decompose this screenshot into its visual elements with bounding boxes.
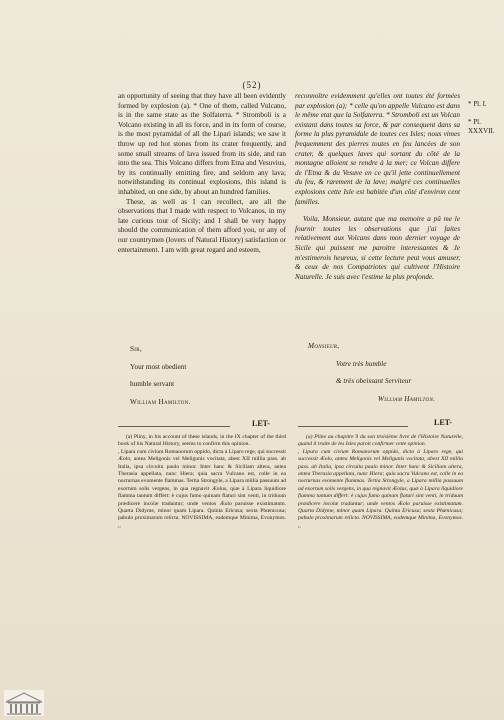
english-paragraph: an opportunity of seeing that they have all been evidently formed by explosion (a). * One of them, called Vulcano, is in the same state as the Solfaterra. * Stromboli is a Volcano existing in all its force, and in its form of course, is the most pyramidal of all the Lipari islands; we saw it throw up red hot stones from its crater frequently, and some small streams of lava issued from its side, and ran into the sea. This Volcano differs from Etna and Vesuvius, by its continually emitting fire, and seldom any lava; notwithstanding its continual explosions, this island is inhabited, on one side, by about an hundred families. <box>118 92 286 196</box>
catchword: LET- <box>434 418 452 427</box>
english-closing <box>130 345 280 415</box>
closing-line: & très obeissant Serviteur <box>336 377 412 386</box>
french-column <box>295 92 460 282</box>
french-paragraph: reconnoître evidemment qu'elles ont toutes été formées par explosion (a); * celle qu'on appelle Vulcano est dans le même etat que la Solfaterra. * Stromboli est un Volcan existant dans toutes sa force, & par consequent dans sa forme la plus pyramidale de toutes ces Isles; nous vimes frequemment des pierres toutes en feu lancées de son crater, & quelques laves qui sortant du côté de la montagne alloient se rendre à la mer; ce Volcan differe de l'Etna & du Vesuve en ce qu'il jette continuellement du feu, & rarement de la lave; malgré ces continuelles explosions cette Isle est habitée d'un côté d'environ cent familles. <box>295 92 460 206</box>
french-footnote <box>298 434 463 530</box>
english-paragraph: These, as well as I can recollect, are all the observations that I made with respect to Volcanos, in my late curious tour of Sicily; and I shall be very happy should the communication of them afford you, or any of our countrymen (lovers of Natural History) satisfaction or entertainment. I am with great regard and esteem, <box>118 197 286 254</box>
signature: William Hamilton. <box>378 394 436 403</box>
closing-line: Your most obedient <box>130 362 187 371</box>
english-footnote <box>118 434 286 530</box>
margin-note-plate-37: * Pl. XXXVII. <box>468 118 495 135</box>
page-number: (52) <box>242 80 262 90</box>
footnote-quote: , Lipara cum civium Romanorum oppido, dicta à Liparo rege, qui successit Æolo, antea Meligonis vel Meligunis vocitata, abest XII millia pass. ab Italia, ipsa circuitu paulo minor. Inter hanc & Siciliam altera, antea Therasia appellata, nunc Hiera; quia sacra Vulcano est, colle in ea nocturnas evomente flammas. Tertia Strongyle, a Lipara millia passuum ad exortum solis vergens, in qua regnavit Æolus, quæ à Lipara liquidiore flamma tantum differt: è cujus fumo quinam flaturi sint venti, in triduum prædicere incolæ traduntur; unde ventos Æolo paruisse existimatum. Quarta Didyme, minor quam Lipara. Quinta Ericusa; sexta Phœnicusa; pabulo proximarum relicta. NOVISSIMA, eademque Minima, Evonymos. ,, <box>118 448 286 529</box>
signature: William Hamilton. <box>130 397 191 406</box>
closing-line: humble servant <box>130 380 175 389</box>
footnote-intro: (a) Pline au chapitre 9 du son troisième livre de l'Histoire Naturelle, quand il traite de les Isles paroit confirmer cette opinion. <box>298 434 463 448</box>
french-paragraph: Voila, Monsieur, autant que ma memoire a pû me le fournir toutes les observations que j'ai faites relativement aux Volcans dans mon dernier voyage de Sicile qui puissent me paroitre interessantes & Je m'estimerois heureux, si cette lecture peut vous amuser, & ceux de nos Compatriotes qui cultivent l'Histoire Naturelle. Je suis avec l'estime la plus profonde. <box>295 215 460 281</box>
footnote-quote: , Lipara cum civium Romanorum oppido, dicta à Liparo rege, qui successit Æolo, antea Meligonis vel Meligunis vocitata, abest XII millia pass. ab Italia, ipsa circuitu paulo minor. Inter hanc & Siciliam altera, antea Therasia appellata, nunc Hiera; quia sacra Vulcano est, colle in ea nocturnas evomente flammas. Tertia Strongyle, a Lipara millia passuum ad exortum solis vergens, in qua regnavit Æolus, quæ à Lipara liquidiore flamma tantum differt: è cujus fumo quinam flaturi sint venti, in triduum prædicere incolæ traduntur; unde ventos Æolo paruisse existimatum. Quarta Didyme, minor quam Lipara. Quinta Ericusa; sexta Phœnicusa; pabulo proximarum relicta. NOVISSIMA, eademque Minima, Evonymos. ,, <box>298 448 463 529</box>
catchword: LET- <box>252 419 270 428</box>
closing-line: Votre très humble <box>336 359 387 368</box>
salutation: Monsieur, <box>308 342 340 350</box>
library-building-logo <box>4 690 44 716</box>
footnote-intro: (a) Pliny, in his account of these islands, in the IX chapter of the third book of his Natural History, seems to confirm this opinion. <box>118 434 286 448</box>
english-column <box>118 92 286 255</box>
salutation: Sir, <box>130 345 142 353</box>
footnote-divider <box>298 426 408 427</box>
footnote-divider <box>118 426 230 427</box>
margin-note-plate-1: * Pl. I. <box>468 100 487 108</box>
french-closing <box>308 342 458 412</box>
